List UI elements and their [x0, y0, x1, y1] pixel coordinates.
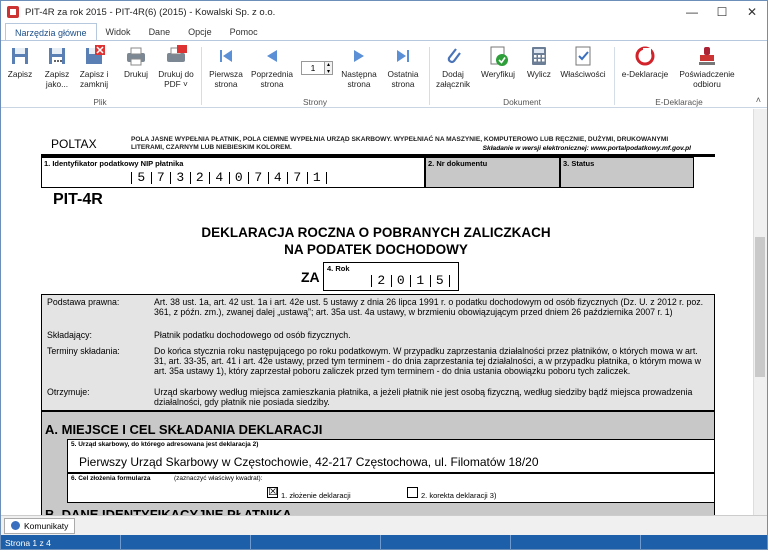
nip-digit: 4 — [269, 172, 289, 184]
nip-digit: 0 — [230, 172, 250, 184]
vertical-scrollbar[interactable] — [753, 109, 767, 515]
field-6-purpose — [67, 473, 715, 503]
nip-digit: 4 — [210, 172, 230, 184]
properties-label: Właściwości — [560, 69, 606, 79]
form-heading-2: NA PODATEK DOCHODOWY — [284, 242, 468, 257]
za-label: ZA — [301, 269, 320, 285]
print-pdf-button[interactable] — [157, 45, 195, 89]
field-4-label: 4. Rok — [327, 264, 350, 273]
status-cell — [381, 535, 511, 550]
save-close-button[interactable] — [77, 45, 111, 89]
tab-dane[interactable]: Dane — [148, 27, 171, 37]
status-cell — [251, 535, 381, 550]
e-declarations-label: e-Deklaracje — [621, 69, 669, 79]
first-page-button[interactable] — [206, 45, 246, 89]
calculate-label: Wylicz — [527, 69, 551, 79]
field-3-label: 3. Status — [563, 159, 595, 168]
year-digits — [371, 275, 450, 287]
field-6-hint: (zaznaczyć właściwy kwadrat): — [174, 475, 263, 482]
save-as-label: Zapisz jako... — [44, 69, 70, 89]
stamp-icon — [696, 45, 718, 67]
maximize-button[interactable]: ☐ — [716, 5, 728, 19]
ribbon-tabs — [1, 23, 767, 41]
first-page-icon — [215, 45, 237, 67]
group-plik-label: Plik — [93, 97, 107, 107]
separator — [201, 47, 202, 105]
nip-digit: 7 — [152, 172, 172, 184]
last-page-label: Ostatnia strona — [387, 69, 419, 89]
printer-pdf-icon — [165, 45, 187, 67]
field-1-label: 1. Identyfikator podatkowy NIP płatnika — [44, 159, 184, 168]
verify-button[interactable] — [477, 45, 519, 79]
add-attachment-button[interactable] — [433, 45, 473, 89]
paperclip-icon — [442, 45, 464, 67]
title-bar — [1, 1, 767, 23]
page-spinner[interactable]: ▴ ▾ — [325, 61, 333, 75]
previous-page-button[interactable] — [250, 45, 294, 89]
tab-pomoc[interactable]: Pomoc — [229, 27, 258, 37]
window-title: PIT-4R za rok 2015 - PIT-4R(6) (2015) - Kowalski Sp. z o.o. — [25, 6, 276, 18]
calculate-button[interactable] — [521, 45, 557, 79]
verify-check-icon — [487, 45, 509, 67]
group-strony-label: Strony — [303, 97, 327, 107]
floppy-icon — [9, 45, 31, 67]
field-2-label: 2. Nr dokumentu — [428, 159, 488, 168]
save-button[interactable] — [4, 45, 36, 79]
e-declarations-button[interactable] — [619, 45, 671, 79]
nip-digit: 7 — [249, 172, 269, 184]
bottom-panel-tabs — [1, 515, 767, 535]
e-declarations-icon — [634, 45, 656, 67]
next-page-button[interactable] — [339, 45, 379, 89]
print-pdf-label: Drukuj do PDF ˅ — [158, 69, 194, 89]
save-label: Zapisz — [7, 69, 33, 79]
collapse-ribbon-button[interactable]: ˄ — [755, 95, 761, 105]
otrzymuje-text: Urząd skarbowy według miejsca zamieszkania płatnika, a jeżeli płatnik nie jest osobą fizyczną, według siedziby bądź miejsca prowadzenia działalności, gdy płatnik nie posiada siedziby. — [154, 387, 693, 407]
previous-page-icon — [261, 45, 283, 67]
status-bar — [1, 535, 767, 550]
status-cell — [511, 535, 641, 550]
messages-tab-label: Komunikaty — [24, 520, 69, 531]
opt1-label: 1. złożenie deklaracji — [281, 491, 351, 500]
printer-icon — [125, 45, 147, 67]
first-page-label: Pierwsza strona — [209, 69, 243, 89]
form-code: PIT-4R — [53, 191, 103, 208]
close-button[interactable]: ✕ — [746, 5, 758, 19]
page-number-input[interactable]: 1 — [301, 61, 325, 75]
calculator-icon — [528, 45, 550, 67]
group-dokument-label: Dokument — [503, 97, 541, 107]
form-instructions-electronic: Składanie w wersji elektronicznej: www.portalpodatkowy.mf.gov.pl — [482, 145, 691, 152]
next-page-label: Następna strona — [341, 69, 377, 89]
checkbox-zlozenie[interactable]: ☒ — [268, 486, 278, 498]
nip-digit: 3 — [171, 172, 191, 184]
skladajacy-text: Płatnik podatku dochodowego od osób fizycznych. — [154, 330, 351, 340]
year-digit: 5 — [431, 275, 451, 287]
print-button[interactable] — [119, 45, 153, 79]
save-close-label: Zapisz i zamknij — [79, 69, 109, 89]
nip-digit: 5 — [132, 172, 152, 184]
receipt-confirmation-button[interactable] — [675, 45, 739, 89]
otrzymuje-label: Otrzymuje: — [47, 387, 90, 397]
save-as-button[interactable] — [39, 45, 75, 89]
next-page-icon — [348, 45, 370, 67]
nip-digit: 2 — [191, 172, 211, 184]
year-digit: 1 — [411, 275, 431, 287]
nip-digits — [131, 172, 327, 184]
last-page-button[interactable] — [383, 45, 423, 89]
add-attachment-label: Dodaj załącznik — [435, 69, 471, 89]
form-heading-1: DEKLARACJA ROCZNA O POBRANYCH ZALICZKACH — [201, 225, 551, 240]
status-cell — [121, 535, 251, 550]
floppy-close-icon — [83, 45, 105, 67]
group-edeklaracje-label: E-Deklaracje — [655, 97, 703, 107]
field-6-label: 6. Cel złożenia formularza — [71, 475, 151, 482]
poltax-logo: POLTAX — [51, 137, 97, 151]
verify-label: Weryfikuj — [481, 69, 515, 79]
messages-tab[interactable] — [4, 518, 75, 534]
previous-page-label: Poprzednia strona — [251, 69, 293, 89]
form-instructions: POLA JASNE WYPEŁNIA PŁATNIK, POLA CIEMNE WYPEŁNIA URZĄD SKARBOWY. WYPEŁNIAĆ NA MASZYNIE, KOMPUTEROWO LUB RĘCZNIE, DUŻYMI, DRUKOWANYMI LITERAMI, CZARNYM LUB NIEBIESKIM KOLOREM. — [131, 136, 669, 151]
last-page-icon — [392, 45, 414, 67]
app-icon — [7, 6, 19, 18]
podstawa-label: Podstawa prawna: — [47, 297, 120, 307]
opt2-label: 2. korekta deklaracji 3) — [421, 491, 497, 500]
properties-icon — [572, 45, 594, 67]
tab-opcje[interactable]: Opcje — [188, 27, 212, 37]
nip-digit: 1 — [308, 172, 328, 184]
floppy-dots-icon — [46, 45, 68, 67]
terminy-text: Do końca stycznia roku następującego po roku podatkowym. W przypadku zaprzestania działalności przez płatników, o których mowa w art. 31, art. 33-35, art. 41 i art. 42e ustawy, przed tym terminem - do dnia zaprzestania tej działalności, a w przypadku płatnika, o którym mowa w art. 35a ustawy 1), który zaprzestał poboru zaliczek przed tym terminem - do dnia ustania obowiązku poboru tych zaliczek. — [154, 346, 701, 376]
nip-digit: 7 — [288, 172, 308, 184]
minimize-button[interactable]: — — [686, 5, 698, 19]
checkbox-korekta[interactable] — [407, 487, 418, 498]
receipt-confirmation-label: Poświadczenie odbioru — [679, 69, 735, 89]
section-a-heading: A. MIEJSCE I CEL SKŁADANIA DEKLARACJI — [45, 422, 323, 437]
tab-narzedzia-glowne[interactable]: Narzędzia główne — [5, 23, 97, 41]
properties-button[interactable] — [558, 45, 608, 79]
field-5-value: Pierwszy Urząd Skarbowy w Częstochowie, 42-217 Częstochowa, ul. Filomatów 18/20 — [79, 455, 539, 469]
field-5-label: 5. Urząd skarbowy, do którego adresowana jest deklaracja 2) — [71, 441, 259, 448]
print-label: Drukuj — [124, 69, 148, 79]
terminy-label: Terminy składania: — [47, 346, 120, 356]
status-page: Strona 1 z 4 — [1, 535, 121, 550]
separator — [429, 47, 430, 105]
podstawa-text: Art. 38 ust. 1a, art. 42 ust. 1a i art. 42e ust. 5 ustawy z dnia 26 lipca 1991 r. o podatku dochodowym od osób fizycznych (Dz. U. z 2012 r. poz. 361, z późn. zm.), zwanej dalej „ustawą”; art. 35a ust. 4a ustawy, w brzmieniu obowiązującym przed dniem 26 października 2007 r. 1) — [154, 297, 704, 317]
skladajacy-label: Składający: — [47, 330, 92, 340]
info-icon — [11, 521, 20, 530]
year-digit: 2 — [372, 275, 392, 287]
year-digit: 0 — [392, 275, 412, 287]
tab-widok[interactable]: Widok — [105, 27, 131, 37]
scrollbar-thumb[interactable] — [755, 237, 765, 377]
ribbon — [1, 40, 767, 108]
